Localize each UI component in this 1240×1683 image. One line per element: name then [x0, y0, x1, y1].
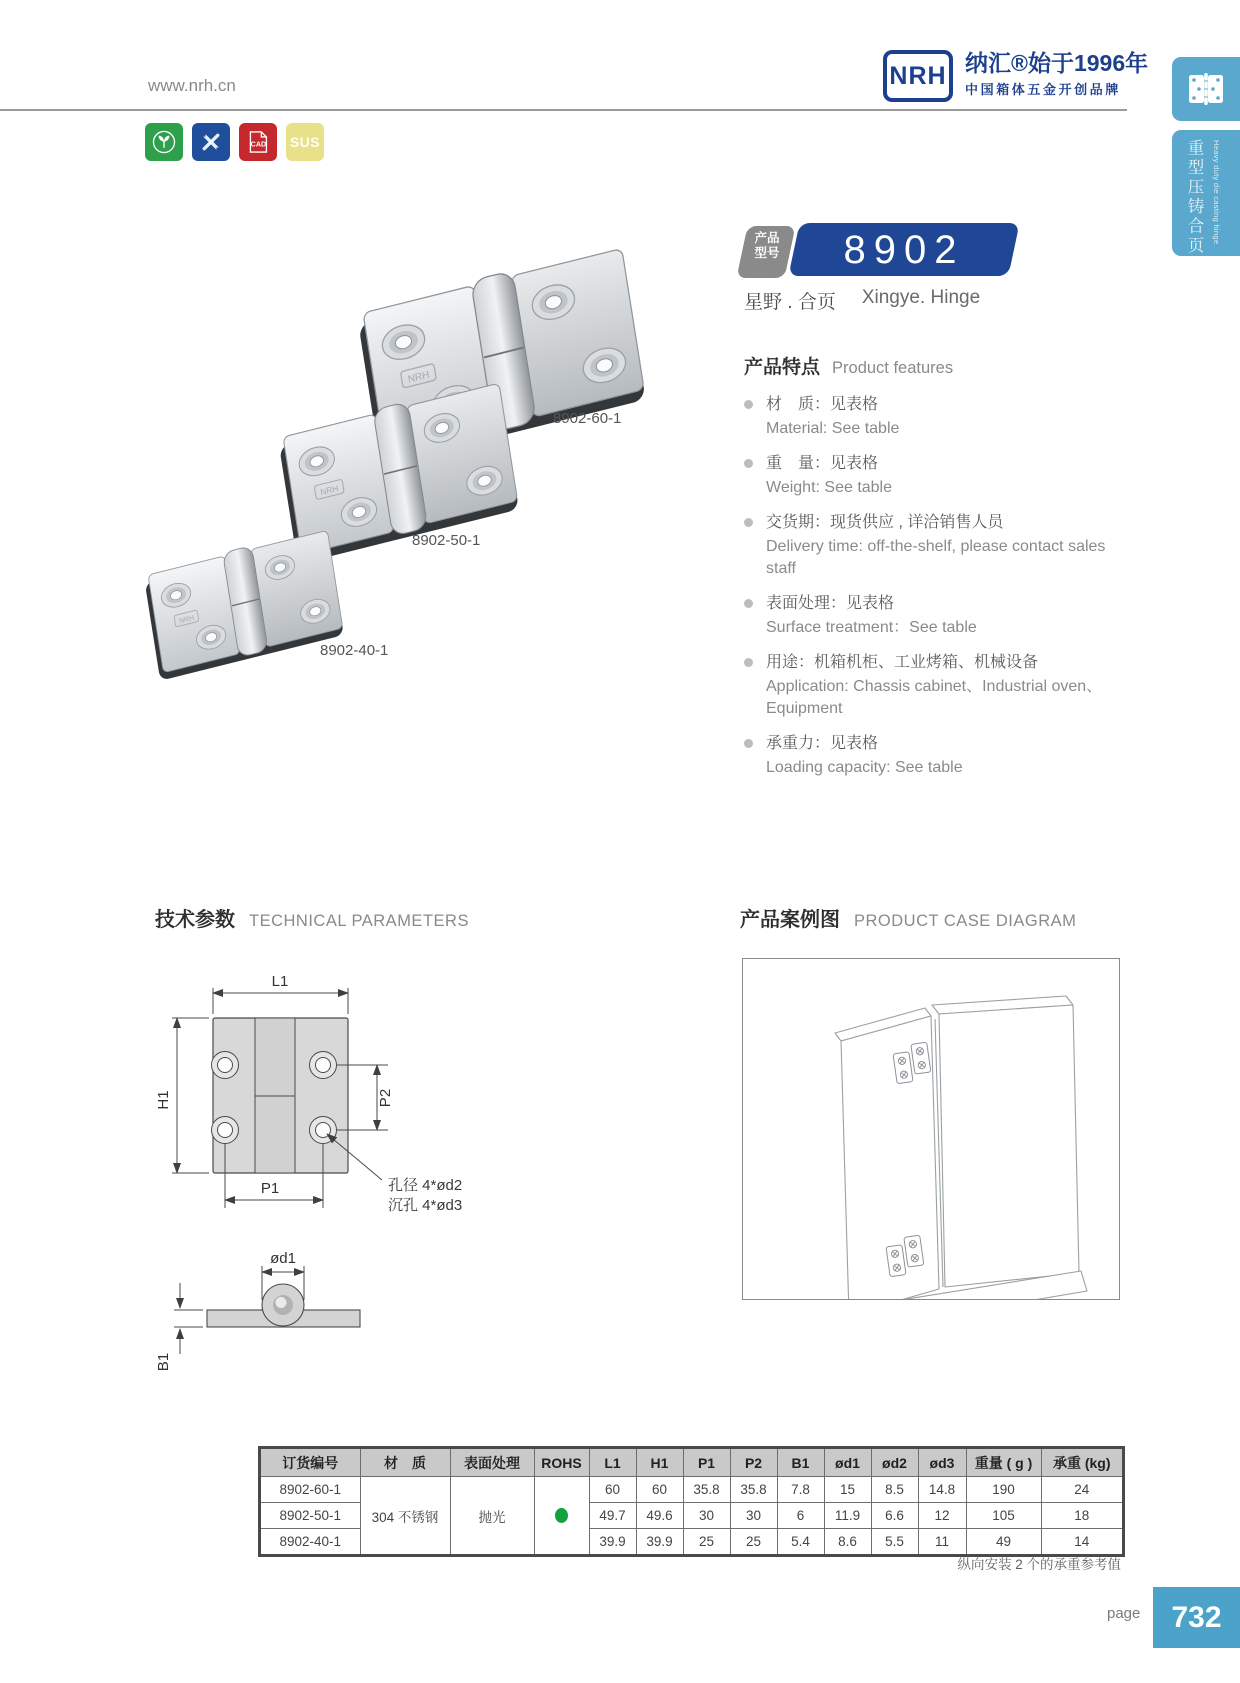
tech-section-heading	[155, 903, 469, 932]
model-number: 8902	[843, 228, 965, 272]
col-P2: P2	[730, 1448, 777, 1477]
product-photos: NRH	[120, 225, 700, 695]
dim-od1: ød1	[270, 1250, 296, 1267]
col-B1: B1	[777, 1448, 824, 1477]
category-tab-label[interactable]	[1172, 130, 1240, 256]
cell-H1: 49.6	[636, 1503, 683, 1529]
hole-note-1: 孔径 4*ød2	[388, 1177, 463, 1194]
cell-od3: 14.8	[918, 1477, 966, 1503]
dim-P2: P2	[377, 1088, 394, 1108]
table-row	[260, 1477, 1123, 1503]
feature-en: Loading capacity: See table	[766, 759, 963, 776]
brand-subtitle: 中国箱体五金开创品牌	[965, 82, 1122, 97]
feature-en: Delivery time: off-the-shelf, please contact sales staff	[766, 538, 1106, 577]
rohs-green-dot	[555, 1508, 568, 1523]
features-title-cn: 产品特点	[744, 357, 821, 378]
photo-label-60: 8902-60-1	[553, 410, 622, 427]
cell-load: 18	[1041, 1503, 1123, 1529]
case-section-heading	[740, 903, 1076, 932]
cad-badge	[239, 123, 277, 161]
product-name-cn: 星野 . 合页	[744, 292, 836, 313]
cell-weight: 105	[966, 1503, 1041, 1529]
page-number-box	[1153, 1587, 1240, 1648]
model-tag	[744, 231, 790, 261]
col-L1: L1	[589, 1448, 636, 1477]
cell-H1: 60	[636, 1477, 683, 1503]
cell-B1: 5.4	[777, 1529, 824, 1556]
cell-od1: 11.9	[824, 1503, 871, 1529]
case-heading-en: PRODUCT CASE DIAGRAM	[854, 912, 1077, 930]
sus-badge	[286, 123, 324, 161]
bullet-icon	[744, 599, 753, 608]
col-material: 材 质	[360, 1448, 450, 1477]
eco-badge	[145, 123, 183, 161]
model-tag-line1: 产品	[754, 231, 780, 245]
product-name	[744, 287, 980, 314]
cell-load: 24	[1041, 1477, 1123, 1503]
feature-cn: 承重力：见表格	[766, 735, 879, 752]
cell-weight: 190	[966, 1477, 1041, 1503]
brand-logo	[883, 50, 1148, 102]
cad-label: CAD	[250, 140, 267, 149]
case-diagram-box	[742, 958, 1120, 1300]
technical-drawing	[130, 950, 690, 1380]
spec-table	[259, 1447, 1124, 1556]
table-note: 纵向安装 2 个的承重参考值	[957, 1557, 1121, 1572]
sus-label: SUS	[289, 134, 321, 150]
feature-item	[744, 452, 1116, 499]
feature-item	[744, 651, 1116, 720]
tech-heading-cn: 技术参数	[155, 909, 235, 931]
cell-load: 14	[1041, 1529, 1123, 1556]
col-surface: 表面处理	[450, 1448, 534, 1477]
page-label: page	[1107, 1605, 1141, 1622]
header-divider	[0, 109, 1127, 111]
cell-od1: 15	[824, 1477, 871, 1503]
feature-cn: 表面处理：见表格	[766, 595, 895, 612]
col-weight: 重量 ( g )	[966, 1448, 1041, 1477]
col-H1: H1	[636, 1448, 683, 1477]
cell-od1: 8.6	[824, 1529, 871, 1556]
feature-en: Weight: See table	[766, 479, 893, 496]
feature-en: Surface treatment：See table	[766, 619, 977, 636]
features-title-en: Product features	[832, 359, 954, 377]
brand-text	[965, 50, 1148, 98]
bullet-icon	[744, 658, 753, 667]
tech-heading-en: TECHNICAL PARAMETERS	[249, 912, 469, 930]
cell-P2: 35.8	[730, 1477, 777, 1503]
feature-en: Material: See table	[766, 420, 900, 437]
table-header-row	[260, 1448, 1123, 1477]
product-name-en: Xingye. Hinge	[861, 287, 981, 308]
cell-rohs	[534, 1477, 589, 1556]
cell-weight: 49	[966, 1529, 1041, 1556]
feature-cn: 用途：机箱机柜、工业烤箱、机械设备	[766, 654, 1039, 671]
cell-P1: 25	[683, 1529, 730, 1556]
feature-item	[744, 511, 1116, 580]
cell-B1: 6	[777, 1503, 824, 1529]
cell-od2: 6.6	[871, 1503, 918, 1529]
nrh-logo-text: NRH	[889, 61, 947, 90]
feature-en: Application: Chassis cabinet、Industrial oven、Equipment	[766, 678, 1103, 717]
cell-material: 304 不锈钢	[360, 1477, 450, 1556]
cell-L1: 60	[589, 1477, 636, 1503]
cell-P2: 30	[730, 1503, 777, 1529]
product-features	[744, 352, 1116, 791]
tools-badge	[192, 123, 230, 161]
website-url[interactable]: www.nrh.cn	[148, 76, 236, 95]
category-tab-hinge[interactable]	[1172, 57, 1240, 121]
feature-item	[744, 592, 1116, 639]
cell-model: 8902-60-1	[260, 1477, 360, 1503]
hole-note-2: 沉孔 4*ød3	[388, 1197, 463, 1214]
badge-row	[145, 123, 324, 161]
photo-label-40: 8902-40-1	[320, 642, 389, 659]
bullet-icon	[744, 518, 753, 527]
col-od2: ød2	[871, 1448, 918, 1477]
dim-P1: P1	[260, 1180, 280, 1197]
col-order-no: 订货编号	[260, 1448, 360, 1477]
case-heading-cn: 产品案例图	[740, 909, 840, 931]
hinge-icon	[1186, 72, 1226, 106]
col-P1: P1	[683, 1448, 730, 1477]
nrh-logo-icon	[883, 50, 953, 102]
cell-od2: 8.5	[871, 1477, 918, 1503]
dim-B1: B1	[155, 1352, 172, 1372]
cell-B1: 7.8	[777, 1477, 824, 1503]
col-od1: ød1	[824, 1448, 871, 1477]
photo-label-50: 8902-50-1	[412, 532, 481, 549]
features-title	[744, 352, 1116, 379]
cell-P2: 25	[730, 1529, 777, 1556]
cad-file-icon	[242, 126, 274, 158]
crossed-tools-icon	[195, 126, 227, 158]
col-rohs: ROHS	[534, 1448, 589, 1477]
category-label-en: Heavy duty die casting hinge	[1212, 140, 1221, 245]
bullet-icon	[744, 739, 753, 748]
cell-P1: 30	[683, 1503, 730, 1529]
eco-leaf-icon	[148, 126, 180, 158]
feature-cn: 交货期：现货供应 , 详洽销售人员	[766, 514, 1004, 531]
model-tag-line2: 型号	[754, 246, 780, 260]
bullet-icon	[744, 400, 753, 409]
cell-L1: 49.7	[589, 1503, 636, 1529]
cell-model: 8902-50-1	[260, 1503, 360, 1529]
cell-H1: 39.9	[636, 1529, 683, 1556]
category-label-cn: 重型压铸合页	[1185, 139, 1203, 256]
col-od3: ød3	[918, 1448, 966, 1477]
case-diagram-drawing	[743, 959, 1119, 1299]
feature-item	[744, 393, 1116, 440]
feature-item	[744, 732, 1116, 779]
feature-cn: 重 量：见表格	[766, 455, 879, 472]
cell-P1: 35.8	[683, 1477, 730, 1503]
brand-title: 纳汇®始于1996年	[965, 50, 1149, 76]
hinge-photo-40	[143, 527, 344, 681]
cell-od2: 5.5	[871, 1529, 918, 1556]
dim-L1: L1	[271, 973, 289, 990]
col-load: 承重 (kg)	[1041, 1448, 1123, 1477]
feature-cn: 材 质：见表格	[766, 396, 879, 413]
cell-surface: 抛光	[450, 1477, 534, 1556]
cell-od3: 12	[918, 1503, 966, 1529]
cell-od3: 11	[918, 1529, 966, 1556]
cell-model: 8902-40-1	[260, 1529, 360, 1556]
dim-H1: H1	[155, 1090, 172, 1110]
bullet-icon	[744, 459, 753, 468]
cell-L1: 39.9	[589, 1529, 636, 1556]
page-number: 732	[1171, 1600, 1222, 1634]
